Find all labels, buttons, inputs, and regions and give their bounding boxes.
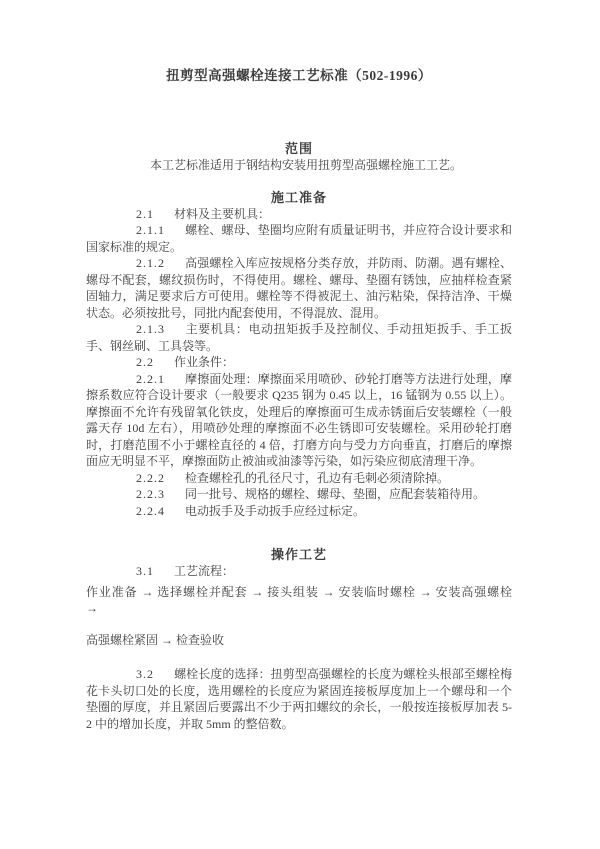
paragraph-text: 主要机具：电动扭矩扳手及控制仪、手动扭矩扳手、手工扳手、钢丝刷、工具袋等。 [86,322,512,353]
numbered-paragraph [86,321,512,354]
paragraph-text: 材料及主要机具： [174,206,271,221]
flow-arrow-line: → [86,601,98,615]
paragraph-text: 工艺流程： [174,564,235,578]
paragraph-text: 高强螺栓入库应按规格分类存放，并防雨、防潮。遇有螺栓、螺母不配套，螺纹损伤时，不得使用。螺栓、螺母、垫圈有锈蚀，应抽样检查紧固轴力，满足要求后方可使用。螺栓等不得被泥土、油污粘染，保持洁净、干燥状态。必须按批号，同批内配套使用，不得混放、混用。 [86,256,512,320]
paragraph-number: 2.1 [136,206,154,221]
paragraph-number: 3.2 [136,667,154,681]
paragraph-number: 2.1.1 [136,223,165,237]
paragraph-text: 作业条件： [174,355,235,369]
flow-label-paragraph [86,563,512,580]
flow-continuation-line: 高强螺栓紧固 → 检查验收 [86,632,225,647]
paragraph-number: 2.1.3 [136,322,165,336]
paragraph-number: 2.2.1 [136,371,165,386]
numbered-paragraph [86,486,512,503]
paragraph-text: 螺栓、螺母、垫圈均应附有质量证明书，并应符合设计要求和国家标准的规定。 [86,223,512,254]
paragraph-text: 螺栓长度的选择：扭剪型高强螺栓的长度为螺栓头根部至螺栓梅花卡头切口处的长度，选用螺栓的长度应为紧固连接板厚度加上一个螺母和一个垫圈的厚度，并且紧固后要露出不少于两扣螺纹的余长，一般按连接板厚加表 5-2 中的增加长度，并取 5mm 的整倍数。 [86,667,512,731]
paragraph-number: 2.2 [136,355,154,369]
paragraph-number: 2.2.2 [136,470,165,485]
flow-step-line: 作业准备 → 选择螺栓并配套 → 接头组装 → 安装临时螺栓 → 安装高强螺栓 [86,584,512,599]
paragraph-text: 检查螺栓孔的孔径尺寸，孔边有毛刺必须清除掉。 [185,470,450,485]
scope-heading: 范围 [284,141,313,156]
operation-heading: 操作工艺 [270,547,327,562]
paragraph-number: 2.2.4 [136,503,165,518]
paragraph-number: 2.2.3 [136,487,165,501]
bolt-length-paragraph [86,666,512,732]
numbered-paragraph [86,371,512,470]
numbered-paragraph [86,470,512,487]
numbered-paragraph [86,255,512,321]
paragraph-number: 2.1.2 [136,256,165,270]
numbered-paragraph [86,206,512,223]
paragraph-text: 同一批号、规格的螺栓、螺母、垫圈，应配套装箱待用。 [185,487,486,501]
paragraph-number: 3.1 [136,564,154,578]
numbered-paragraph [86,354,512,371]
scope-paragraph: 本工艺标准适用于钢结构安装用扭剪型高强螺栓施工工艺。 [150,158,463,172]
document-content [86,68,512,732]
paragraph-text: 摩擦面处理：摩擦面采用喷砂、砂轮打磨等方法进行处理，摩擦系数应符合设计要求（一般要求 Q235 钢为 0.45 以上，16 锰钢为 0.55 以上）。摩擦面不允许有残留氧化铁皮，处理后的摩擦面可生成赤锈面后安装螺栓（一般露天存 10d 左右），用喷砂处理的摩擦面不必生锈即可安装螺栓。采用砂轮打磨时，打磨范围不小于螺栓直径的 4 倍，打磨方向与受力方向垂直，打磨后的摩擦面应无明显不平，摩擦面防止被油或油漆等污染，如污染应彻底清理干净。 [86,371,512,468]
numbered-paragraph [86,503,512,520]
doc-title: 扭剪型高强螺栓连接工艺标准（502-1996） [166,68,432,83]
preparation-heading: 施工准备 [270,189,327,205]
paragraph-text: 电动扳手及手动扳手应经过标定。 [185,503,366,518]
numbered-paragraph [86,222,512,255]
